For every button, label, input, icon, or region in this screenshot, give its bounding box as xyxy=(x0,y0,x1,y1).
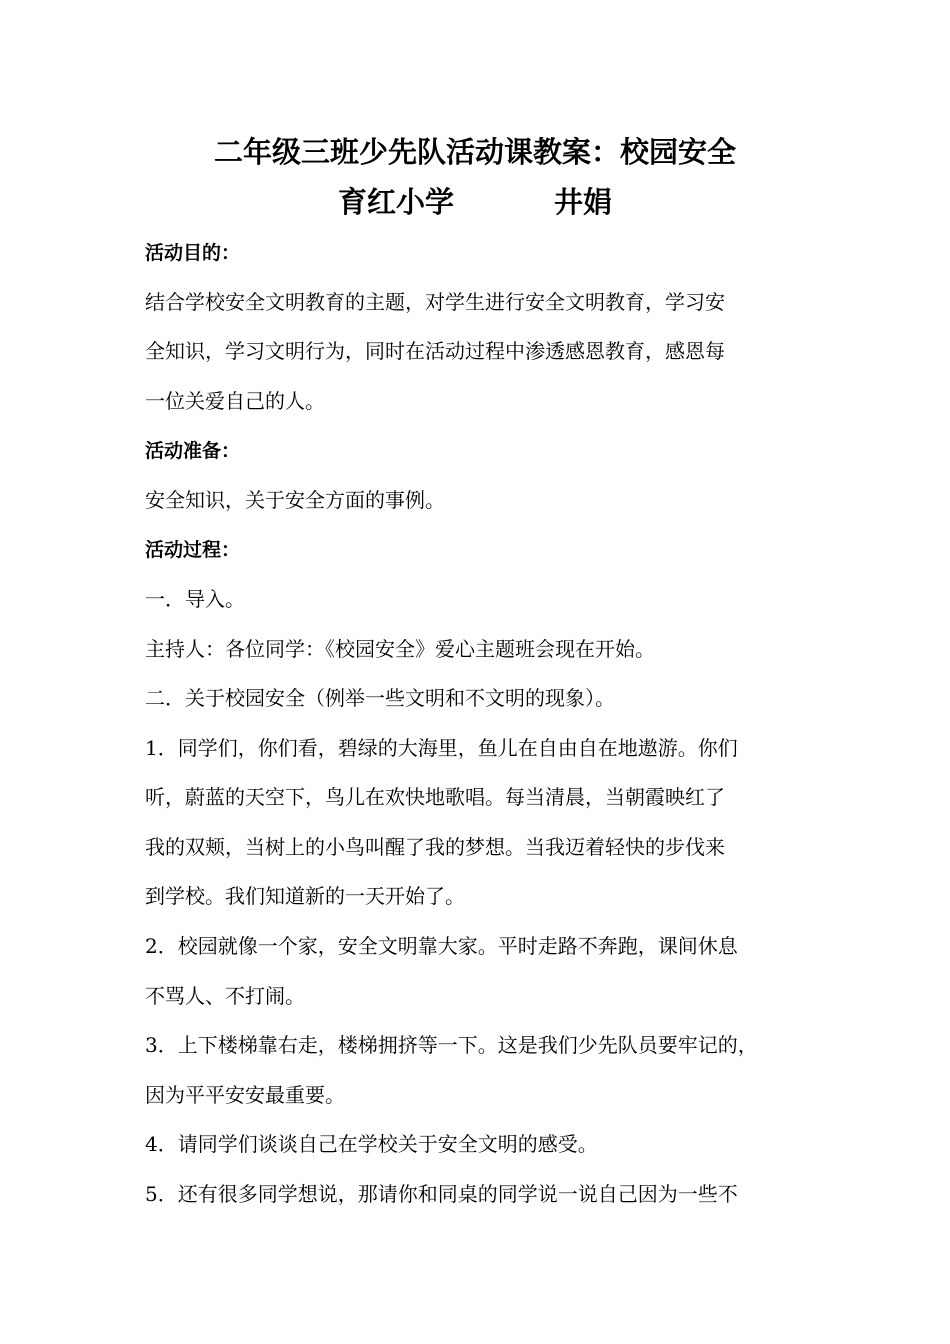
section-heading-purpose: 活动目的： xyxy=(145,242,241,264)
paragraph-line: 听，蔚蓝的天空下，鸟儿在欢快地歌唱。每当清晨，当朝霞映红了 xyxy=(145,785,725,809)
paragraph-line: 我的双颊，当树上的小鸟叫醒了我的梦想。当我迈着轻快的步伐来 xyxy=(145,835,725,859)
paragraph-line: 全知识，学习文明行为，同时在活动过程中渗透感恩教育，感恩每 xyxy=(145,339,725,363)
paragraph-line: 2．校园就像一个家，安全文明靠大家。平时走路不奔跑，课间休息 xyxy=(145,934,738,958)
section-heading-process: 活动过程： xyxy=(145,539,241,561)
paragraph-line: 不骂人、不打闹。 xyxy=(145,984,305,1008)
paragraph-line: 一．导入。 xyxy=(145,587,245,611)
paragraph-line: 二．关于校园安全（例举一些文明和不文明的现象）。 xyxy=(145,686,615,710)
paragraph-line: 安全知识，关于安全方面的事例。 xyxy=(145,488,445,512)
paragraph-line: 3．上下楼梯靠右走，楼梯拥挤等一下。这是我们少先队员要牢记的， xyxy=(145,1033,758,1057)
paragraph-line: 因为平平安安最重要。 xyxy=(145,1083,345,1107)
paragraph-line: 5．还有很多同学想说，那请你和同桌的同学说一说自己因为一些不 xyxy=(145,1182,738,1206)
school-name: 育红小学 xyxy=(337,185,454,219)
paragraph-line: 结合学校安全文明教育的主题，对学生进行安全文明教育，学习安 xyxy=(145,290,725,314)
section-heading-preparation: 活动准备： xyxy=(145,440,241,462)
byline xyxy=(0,182,950,222)
author-name: 井娟 xyxy=(554,185,613,219)
paragraph-line: 到学校。我们知道新的一天开始了。 xyxy=(145,884,465,908)
paragraph-line: 一位关爱自己的人。 xyxy=(145,389,325,413)
paragraph-line: 4．请同学们谈谈自己在学校关于安全文明的感受。 xyxy=(145,1132,598,1156)
paragraph-line: 1．同学们，你们看，碧绿的大海里，鱼儿在自由自在地遨游。你们 xyxy=(145,736,738,760)
document-title: 二年级三班少先队活动课教案：校园安全 xyxy=(213,135,736,169)
paragraph-line: 主持人：各位同学：《校园安全》爱心主题班会现在开始。 xyxy=(145,637,655,661)
